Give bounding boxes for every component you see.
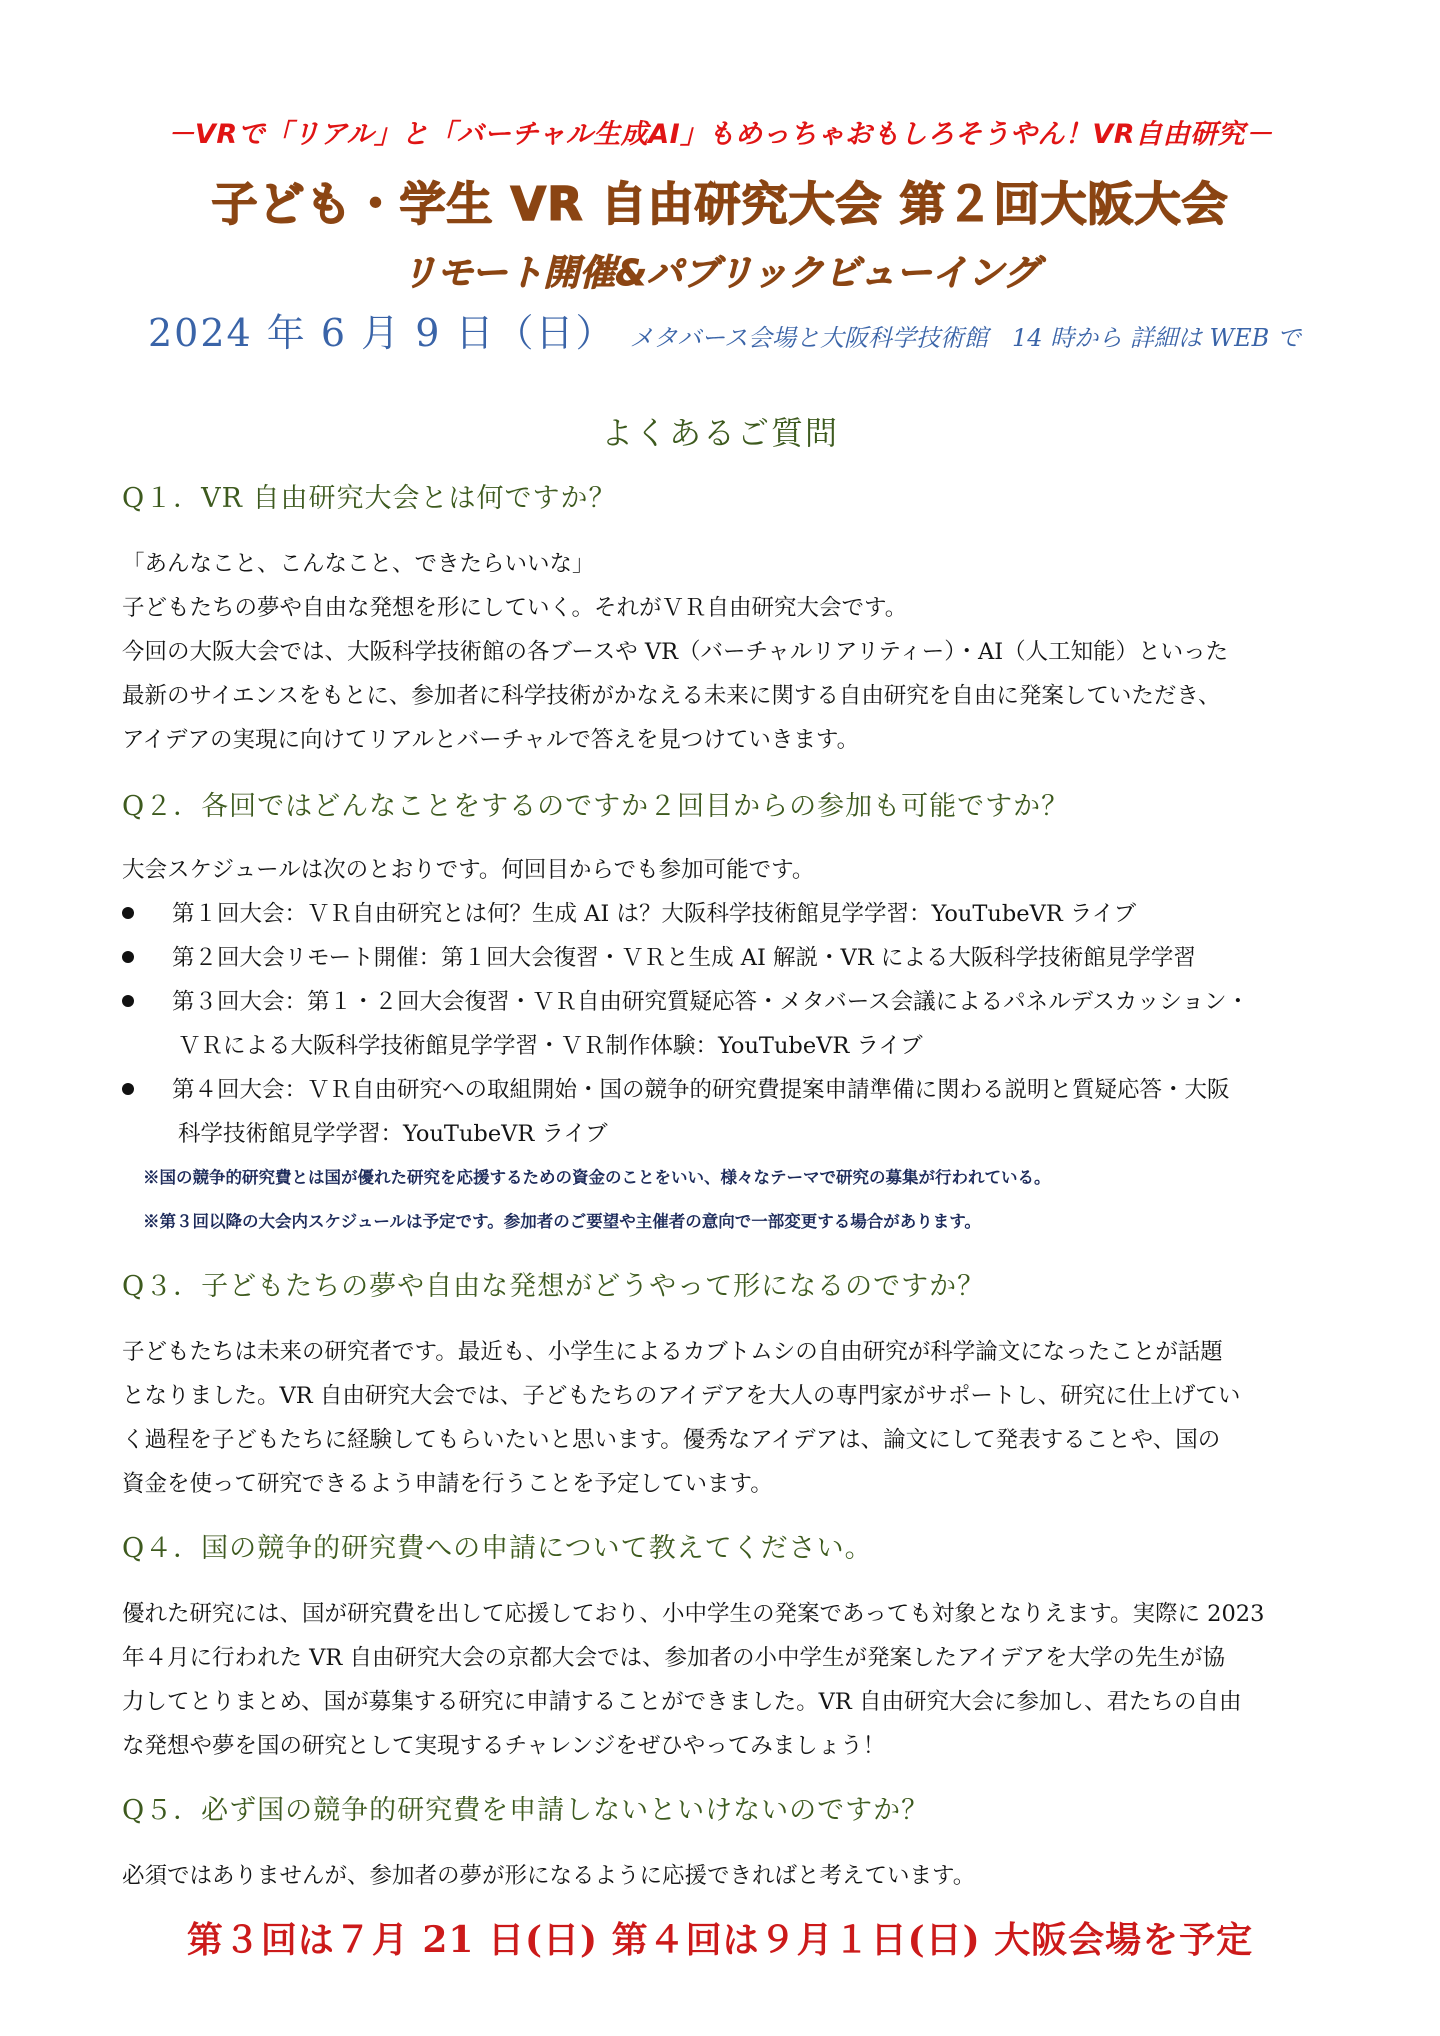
bullet-icon <box>122 907 134 919</box>
answer-line: となりました。VR 自由研究大会では、子どもたちのアイデアを大人の専門家がサポートし、研究に仕上げてい <box>122 1383 1241 1409</box>
answer-line: 「あんなこと、こんなこと、できたらいいな」 <box>122 551 595 577</box>
schedule-text: 第４回大会：ＶＲ自由研究への取組開始・国の競争的研究費提案申請準備に関わる説明と質疑応答・大阪 <box>172 1077 1230 1103</box>
faq-heading: よくあるご質問 <box>600 414 839 452</box>
schedule-item <box>122 940 1196 972</box>
footnote: ※第３回以降の大会内スケジュールは予定です。参加者のご要望や主催者の意向で一部変更する場合があります。 <box>143 1212 981 1231</box>
answer-line: 力してとりまとめ、国が募集する研究に申請することができました。VR 自由研究大会に参加し、君たちの自由 <box>122 1689 1242 1715</box>
schedule-item <box>122 896 1136 928</box>
bullet-icon <box>122 1083 134 1095</box>
event-subtitle: リモート開催&パブリックビューイング <box>400 253 1040 294</box>
event-title: 子ども・学生 VR 自由研究大会 第２回大阪大会 <box>211 177 1229 231</box>
answer-line: な発想や夢を国の研究として実現するチャレンジをぜひやってみましょう！ <box>122 1733 886 1759</box>
next-events-announcement: 第３回は７月 21 日(日) 第４回は９月１日(日) 大阪会場を予定 <box>186 1919 1254 1961</box>
answer-line: 今回の大阪大会では、大阪科学技術館の各ブースや VR（バーチャルリアリティー）・AI（人工知能）といった <box>122 639 1229 665</box>
schedule-text-continued: ＶＲによる大阪科学技術館見学学習・ＶＲ制作体験：YouTubeVR ライブ <box>178 1033 923 1059</box>
answer-line: 優れた研究には、国が研究費を出して応援しており、小中学生の発案であっても対象となりえます。実際に 2023 <box>122 1601 1265 1627</box>
question-heading: Q１．VR 自由研究大会とは何ですか？ <box>122 483 617 514</box>
tagline: －VRで「リアル」と「バーチャル生成AI」もめっちゃおもしろそうやん！VR自由研究－ <box>167 119 1273 150</box>
answer-line: 資金を使って研究できるよう申請を行うことを予定しています。 <box>122 1471 773 1497</box>
schedule-text: 第１回大会：ＶＲ自由研究とは何？生成 AI は？大阪科学技術館見学学習：YouTubeVR ライブ <box>172 901 1137 927</box>
bullet-icon <box>122 951 134 963</box>
answer-line: く過程を子どもたちに経験してもらいたいと思います。優秀なアイデアは、論文にして発表することや、国の <box>122 1427 1221 1453</box>
question-heading: Q４．国の競争的研究費への申請について教えてください。 <box>122 1533 873 1564</box>
schedule-item <box>122 1072 1230 1104</box>
bullet-icon <box>122 995 134 1007</box>
question-heading: Q２．各回ではどんなことをするのですか２回目からの参加も可能ですか？ <box>122 791 1070 822</box>
footnote: ※国の競争的研究費とは国が優れた研究を応援するための資金のことをいい、様々なテーマで研究の募集が行われている。 <box>143 1168 1051 1187</box>
question-heading: Q５．必ず国の競争的研究費を申請しないといけないのですか？ <box>122 1795 930 1826</box>
answer-line: 子どもたちは未来の研究者です。最近も、小学生によるカブトムシの自由研究が科学論文になったことが話題 <box>122 1339 1223 1365</box>
answer-line: 年４月に行われた VR 自由研究大会の京都大会では、参加者の小中学生が発案したアイデアを大学の先生が協 <box>122 1645 1225 1671</box>
event-dateline <box>148 302 1301 357</box>
question-heading: Q３．子どもたちの夢や自由な発想がどうやって形になるのですか？ <box>122 1271 986 1302</box>
answer-line: アイデアの実現に向けてリアルとバーチャルで答えを見つけていきます。 <box>122 727 860 753</box>
answer-line: 子どもたちの夢や自由な発想を形にしていく。それがＶＲ自由研究大会です。 <box>122 595 908 621</box>
schedule-text: 第２回大会リモート開催：第１回大会復習・ＶＲと生成 AI 解説・VR による大阪科学技術館見学学習 <box>172 945 1196 971</box>
schedule-text: 第３回大会：第１・２回大会復習・ＶＲ自由研究質疑応答・メタバース会議によるパネルデスカッション・ <box>172 989 1250 1015</box>
event-date: 2024 年 6 月 9 日（日） <box>148 311 616 355</box>
answer-line: 必須ではありませんが、参加者の夢が形になるように応援できればと考えています。 <box>122 1863 976 1889</box>
schedule-text-continued: 科学技術館見学学習：YouTubeVR ライブ <box>178 1121 608 1147</box>
schedule-item <box>122 984 1249 1016</box>
event-venue-info: メタバース会場と大阪科学技術館 14 時から 詳細は WEB で <box>629 324 1301 352</box>
answer-line: 大会スケジュールは次のとおりです。何回目からでも参加可能です。 <box>122 857 815 883</box>
answer-line: 最新のサイエンスをもとに、参加者に科学技術がかなえる未来に関する自由研究を自由に発案していただき、 <box>122 683 1221 709</box>
